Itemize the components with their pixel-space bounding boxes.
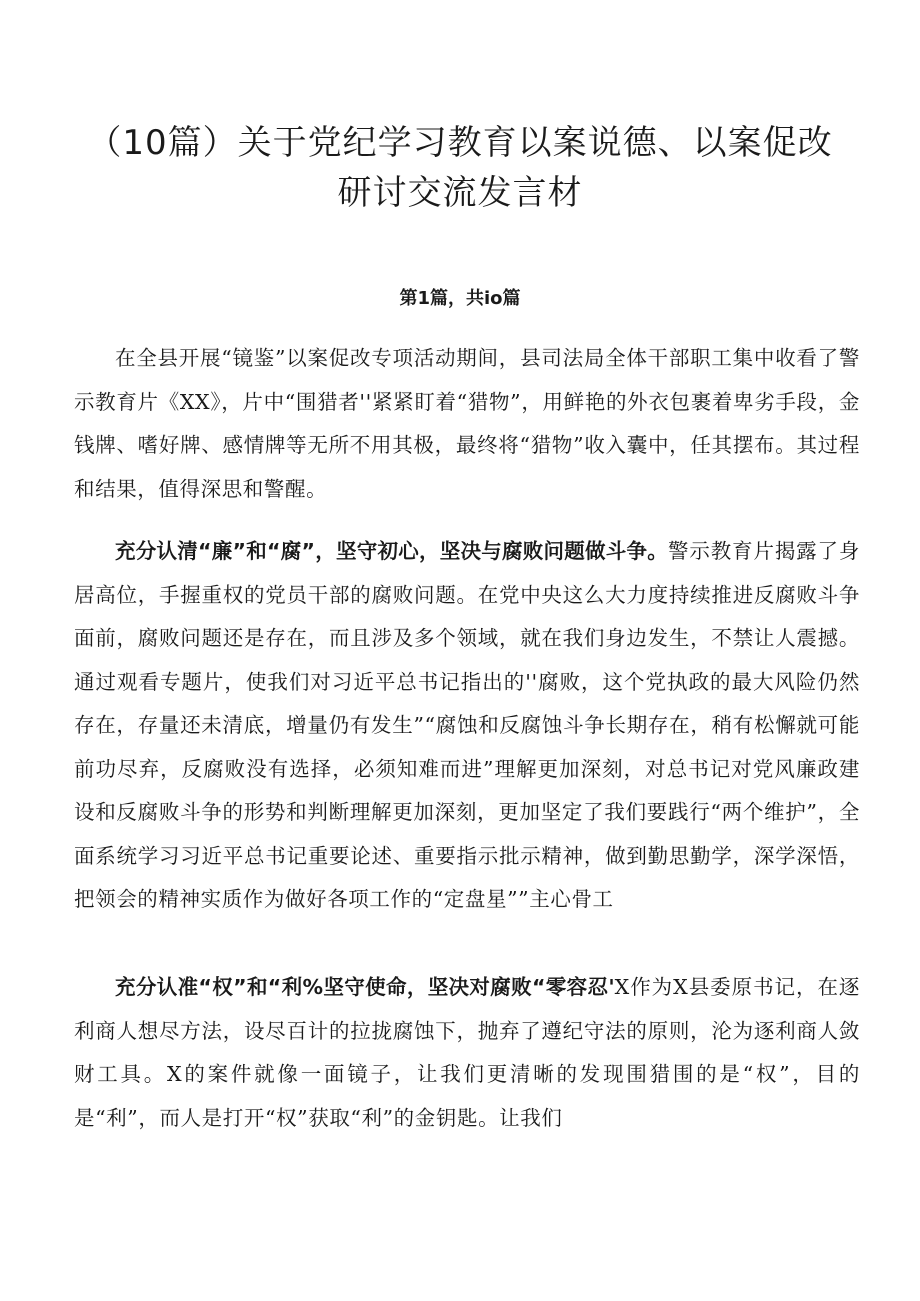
- paragraph-2-lead: 充分认清“廉”和“腐”，坚守初心，坚决与腐败问题做斗争。: [115, 539, 669, 563]
- paragraph-1: [74, 337, 860, 511]
- part-label: 第1篇，共io篇: [399, 288, 521, 309]
- paragraph-3: [74, 966, 860, 1140]
- paragraph-2: [74, 530, 860, 922]
- paragraph-2-text: 警示教育片揭露了身居高位，手握重权的党员干部的腐败问题。在党中央这么大力度持续推进反腐败斗争面前，腐败问题还是存在，而且涉及多个领域，就在我们身边发生，不禁让人震撼。通过观看专题片，使我们对习近平总书记指出的''腐败，这个党执政的最大风险仍然存在，存量还未清底，增量仍有发生”“腐蚀和反腐蚀斗争长期存在，稍有松懈就可能前功尽弃，反腐败没有选择，必须知难而进”理解更加深刻，对总书记对党风廉政建设和反腐败斗争的形势和判断理解更加深刻，更加坚定了我们要践行“两个维护”，全面系统学习习近平总书记重要论述、重要指示批示精神，做到勤思勤学，深学深悟，把领会的精神实质作为做好各项工作的“定盘星””主心骨工: [74, 539, 860, 911]
- paragraph-1-text: 在全县开展“镜鉴”以案促改专项活动期间，县司法局全体干部职工集中收看了警示教育片《XX》，片中“围猎者''紧紧盯着“猎物”，用鲜艳的外衣包裹着卑劣手段，金钱牌、嗜好牌、感情牌等无所不用其极，最终将“猎物”收入囊中，任其摆布。其过程和结果，值得深思和警醒。: [74, 346, 860, 501]
- paragraph-3-lead: 充分认准“权”和“利%坚守使命，坚决对腐败“零容忍': [115, 975, 615, 999]
- paragraph-3-text: X作为X县委原书记，在逐利商人想尽方法，设尽百计的拉拢腐蚀下，抛弃了遵纪守法的原则，沦为逐利商人敛财工具。X的案件就像一面镜子，让我们更清晰的发现围猎围的是“权”，目的是“利”，而人是打开“权”获取“利”的金钥匙。让我们: [74, 975, 860, 1130]
- document-title: （10篇）关于党纪学习教育以案说德、以案促改研讨交流发言材: [87, 123, 833, 213]
